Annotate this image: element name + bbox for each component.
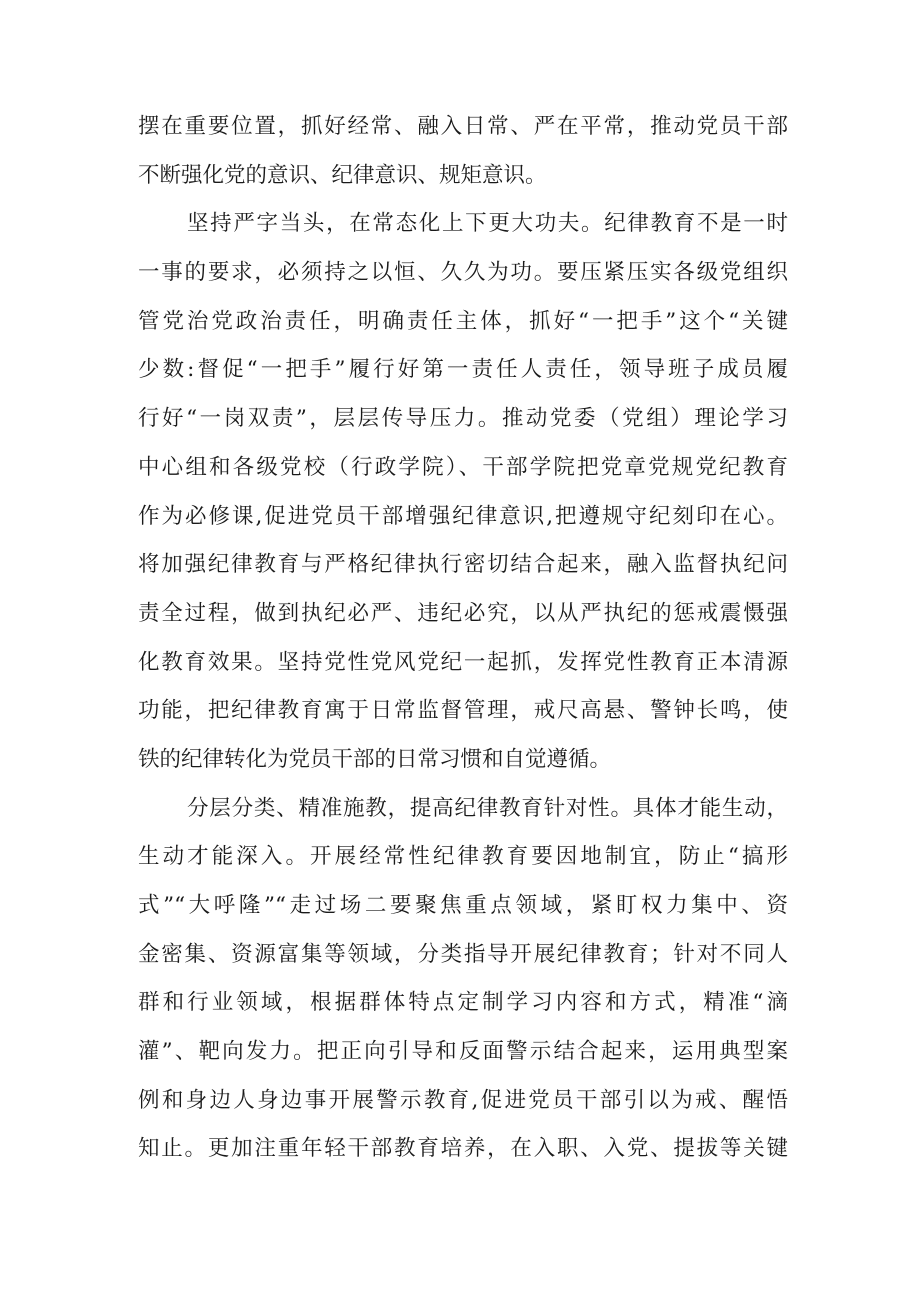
paragraph-1 <box>138 103 788 200</box>
text-line: 分层分类、精准施教，提高纪律教育针对性。具体才能生动， <box>187 795 788 821</box>
text-line: 知止。更加注重年轻干部教育培养，在入职、入党、提拔等关键 <box>138 1136 788 1162</box>
text-line: 作为必修课,促进党员干部增强纪律意识,把遵规守纪刻印在心。 <box>138 503 788 529</box>
text-line: 一事的要求，必须持之以恒、久久为功。要压紧压实各级党组织 <box>138 260 788 286</box>
text-line: 责全过程，做到执纪必严、违纪必究，以从严执纪的惩戒震慑强 <box>138 600 788 626</box>
text-line: 式”“大呼隆”“走过场二要聚焦重点领域，紧盯权力集中、资 <box>138 893 788 918</box>
document-body <box>138 103 788 1174</box>
text-line: 摆在重要位置，抓好经常、融入日常、严在平常，推动党员干部 <box>138 114 788 139</box>
paragraph-3 <box>138 785 788 1175</box>
text-line: 管党治党政治责任，明确责任主体，抓好“一把手”这个“关键 <box>138 308 788 334</box>
text-line: 中心组和各级党校（行政学院）、干部学院把党章党规党纪教育 <box>138 454 788 480</box>
text-line: 生动才能深入。开展经常性纪律教育要因地制宜，防止“搞形 <box>138 844 788 870</box>
text-line: 行好“一岗双责”，层层传导压力。推动党委（党组）理论学习 <box>138 406 788 432</box>
text-line: 功能，把纪律教育寓于日常监督管理，戒尺高悬、警钟长鸣，使 <box>138 698 788 724</box>
text-line: 化教育效果。坚持党性党风党纪一起抓，发挥党性教育正本清源 <box>138 649 788 675</box>
text-line: 金密集、资源富集等领域，分类指导开展纪律教育；针对不同人 <box>138 941 788 967</box>
text-line: 少数:督促“一把手”履行好第一责任人责任，领导班子成员履 <box>138 357 788 383</box>
text-line: 铁的纪律转化为党员干部的日常习惯和自觉遵循。 <box>138 746 612 772</box>
text-line: 群和行业领域，根据群体特点定制学习内容和方式，精准“滴 <box>138 990 788 1016</box>
text-line: 坚持严字当头，在常态化上下更大功夫。纪律教育不是一时 <box>187 211 788 237</box>
text-line: 不断强化党的意识、纪律意识、规矩意识。 <box>138 162 547 188</box>
paragraph-2 <box>138 200 788 784</box>
text-line: 例和身边人身边事开展警示教育,促进党员干部引以为戒、醒悟 <box>138 1087 788 1113</box>
text-line: 将加强纪律教育与严格纪律执行密切结合起来，融入监督执纪问 <box>138 552 788 578</box>
text-line: 灌”、靶向发力。把正向引导和反面警示结合起来，运用典型案 <box>138 1039 788 1065</box>
